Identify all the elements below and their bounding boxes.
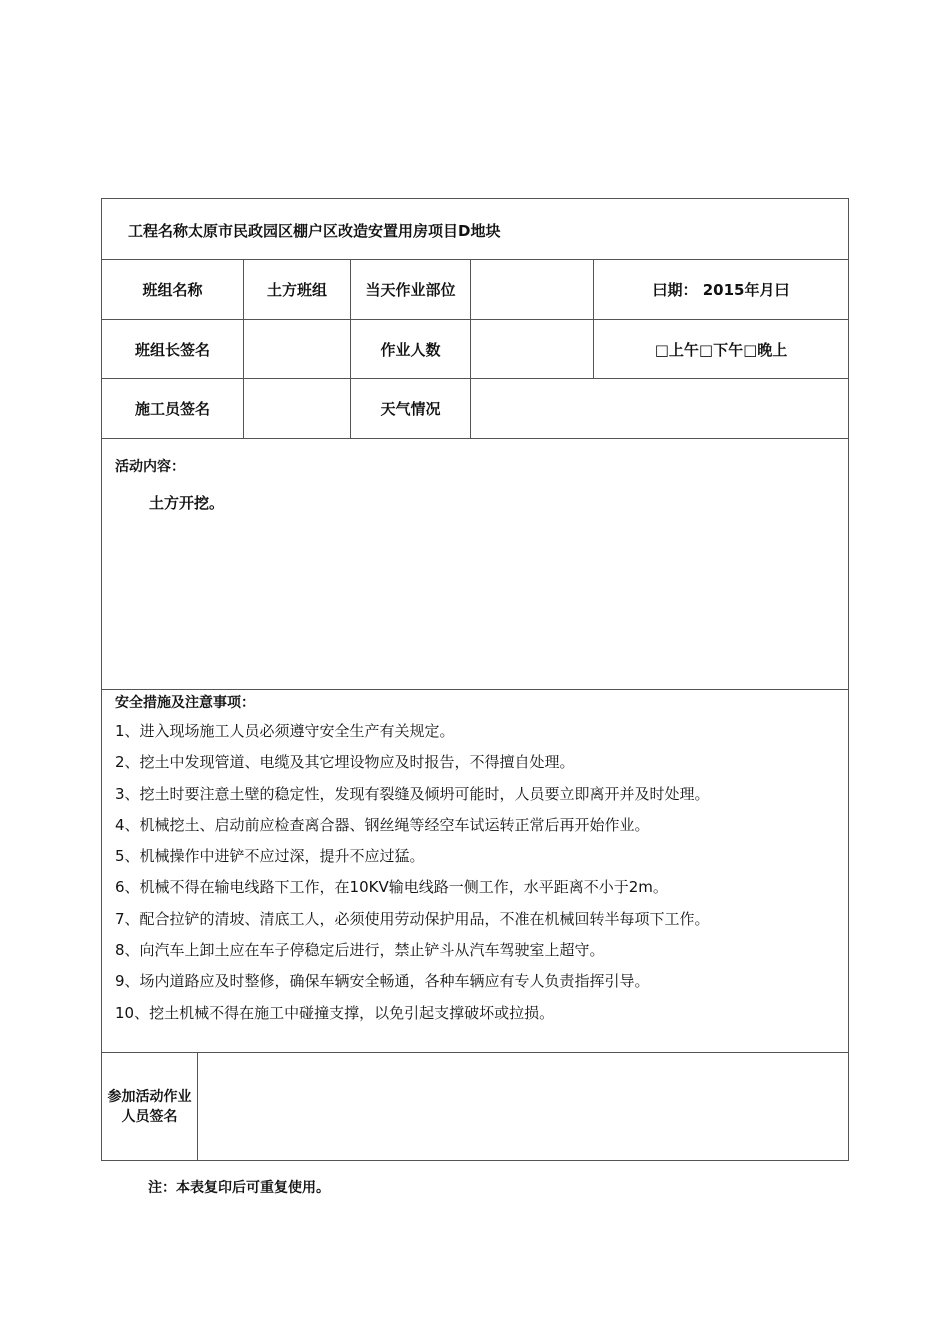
safety-item: 4、机械挖土、启动前应检查离合器、钢丝绳等经空车试运转正常后再开始作业。 xyxy=(115,815,650,834)
safety-item: 2、挖土中发现管道、电缆及其它埋设物应及时报告，不得擅自处理。 xyxy=(115,753,575,772)
constructor-row xyxy=(102,379,848,439)
activity-section xyxy=(102,439,848,690)
safety-title: 安全措施及注意事项： xyxy=(115,695,255,711)
activity-content: 土方开挖。 xyxy=(149,494,225,512)
date-field[interactable]: 曰期： 2015年月曰 xyxy=(652,281,790,299)
participants-label: 参加活动作业人员签名 xyxy=(102,1053,198,1160)
work-location-label: 当天作业部位 xyxy=(351,260,471,319)
team-name-value[interactable]: 土方班组 xyxy=(244,260,351,319)
activity-label: 活动内容： xyxy=(115,459,185,475)
participants-sign-field[interactable] xyxy=(198,1053,848,1160)
title-row xyxy=(102,199,848,260)
safety-activity-form xyxy=(101,198,849,1161)
constructor-sign-label: 施工员签名 xyxy=(102,379,244,438)
time-period-options[interactable]: □上午□下午□晚上 xyxy=(654,340,788,359)
project-title: 工程名称太原市民政园区棚户区改造安置用房项目D地块 xyxy=(128,222,501,240)
leader-row xyxy=(102,320,848,379)
safety-item: 10、挖土机械不得在施工中碰撞支撑，以免引起支撑破坏或拉损。 xyxy=(115,1003,555,1022)
leader-sign-field[interactable] xyxy=(244,320,351,378)
safety-item: 5、机械操作中进铲不应过深，提升不应过猛。 xyxy=(115,847,425,866)
safety-item: 1、进入现场施工人员必须遵守安全生产有关规定。 xyxy=(115,722,455,740)
team-row xyxy=(102,260,848,320)
work-location-field[interactable] xyxy=(471,260,594,319)
constructor-sign-field[interactable] xyxy=(244,379,351,438)
team-name-label: 班组名称 xyxy=(102,260,244,319)
safety-section xyxy=(102,690,848,1053)
safety-item: 7、配合拉铲的清坡、清底工人，必须使用劳动保护用品，不准在机械回转半每项下工作。 xyxy=(115,909,710,928)
worker-count-label: 作业人数 xyxy=(351,320,471,378)
weather-field[interactable] xyxy=(471,379,848,438)
safety-list xyxy=(115,716,710,1029)
footer-note: 注：本表复印后可重复使用。 xyxy=(148,1180,330,1196)
worker-count-field[interactable] xyxy=(471,320,594,378)
weather-label: 天气情况 xyxy=(351,379,471,438)
participants-row xyxy=(102,1053,848,1160)
safety-item: 6、机械不得在输电线路下工作，在10KV输电线路一侧工作，水平距离不小于2m。 xyxy=(115,878,668,897)
safety-item: 8、向汽车上卸土应在车子停稳定后进行，禁止铲斗从汽车驾驶室上超守。 xyxy=(115,941,605,960)
safety-item: 3、挖土时要注意土壁的稳定性，发现有裂缝及倾坍可能时，人员要立即离开并及时处理。 xyxy=(115,784,710,803)
safety-item: 9、场内道路应及时整修，确保车辆安全畅通，各种车辆应有专人负责指挥引导。 xyxy=(115,972,650,991)
leader-sign-label: 班组长签名 xyxy=(102,320,244,378)
